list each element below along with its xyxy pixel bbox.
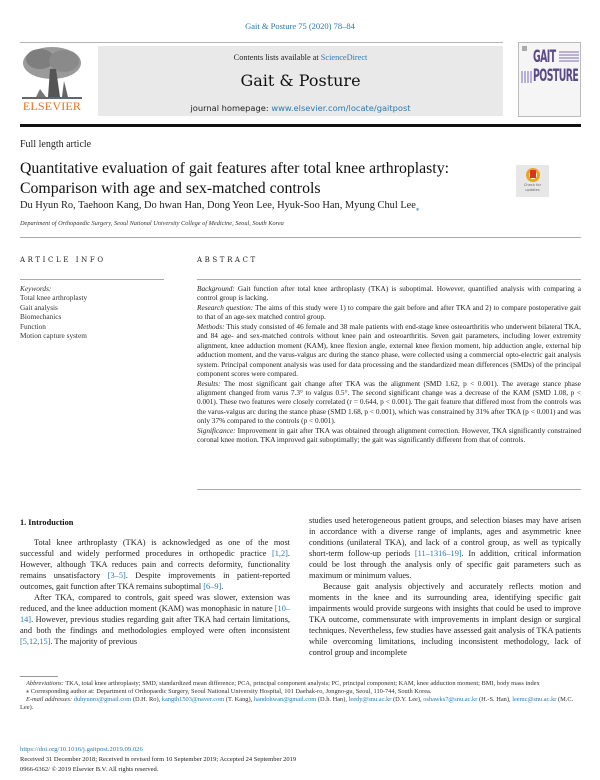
email-owner: (D.Y. Lee),	[391, 696, 424, 704]
abstract-section	[197, 426, 581, 445]
doi-link[interactable]: https://doi.org/10.1016/j.gaitpost.2019.09.026	[20, 746, 143, 753]
authors: Du Hyun Ro, Taehoon Kang, Do hwan Han, Dong Yeon Lee, Hyuk-Soo Han, Myung Chul Lee	[20, 200, 416, 211]
journal-homepage-link[interactable]: www.elsevier.com/locate/gaitpost	[271, 103, 411, 113]
abstract-heading: ABSTRACT	[197, 256, 258, 264]
body-paragraph	[309, 515, 581, 581]
cover-decoration	[559, 51, 579, 63]
email-link[interactable]: oshawks7@snu.ac.kr	[423, 696, 478, 704]
body-text: . Despite improvements in patient-reported outcomes, gait function after TKA remains suboptimal	[20, 571, 290, 591]
footnote-divider	[20, 676, 58, 677]
keyword-item: Biomechanics	[20, 312, 62, 322]
journal-masthead	[98, 46, 503, 116]
citation-link[interactable]: [6–9]	[203, 582, 222, 591]
email-link[interactable]: leedy@snu.ac.kr	[348, 696, 392, 704]
keyword-item: Total knee arthroplasty	[20, 293, 88, 303]
publisher-name: ELSEVIER	[22, 99, 82, 113]
keywords-block	[20, 284, 87, 340]
divider	[20, 279, 164, 280]
body-paragraph	[20, 537, 290, 592]
divider	[20, 237, 581, 238]
received-dates: Received 31 December 2018; Received in revised form 10 September 2019; Accepted 24 September 2019	[20, 756, 297, 763]
elsevier-logo[interactable]	[18, 45, 86, 117]
email-owner: (H.-S. Han),	[477, 696, 513, 704]
body-text: . The majority of previous	[50, 637, 138, 646]
citation-link[interactable]: [1,2]	[272, 549, 288, 558]
abstract-section-text: Gait function after total knee arthroplasty (TKA) is suboptimal. However, quantified analysis with comparing a control group is lacking.	[197, 284, 581, 303]
body-text: . In addition, critical information could be lost through the analysis only of specific gait parameters such as maximum or minimum values.	[309, 549, 581, 580]
publisher-mark-icon	[522, 46, 527, 51]
abstract-section-label: Methods:	[197, 321, 225, 331]
abstract-section-text: This study consisted of 46 female and 38 male patients with end-stage knee osteoarthritis who underwent bilateral TKA, and 84 age- and sex-matched controls without knee pain and osteoarthritis. Seven gait parameters, including lower extremity alignment, knee adduction moment (KAM), knee flexion angle, external knee flexion moment, hip adduction angle, external hip adduction moment, and the varus-valgus arc during the stance phase, were collected using a commercial opto-electric gait analysis system. Principal component analysis was used for data processing and the standardized mean differences (SMDs) of the principal component scores were compared.	[197, 321, 581, 379]
check-for-updates-button[interactable]	[516, 165, 549, 197]
abbreviations-label: Abbreviations:	[26, 680, 64, 687]
abstract-body	[197, 284, 581, 445]
abstract-section	[197, 379, 581, 426]
abstract-section	[197, 322, 581, 379]
article-info-heading: ARTICLE INFO	[20, 256, 106, 264]
divider	[197, 279, 581, 280]
header-divider	[20, 124, 581, 127]
abstract-section	[197, 284, 581, 303]
contents-prefix: Contents lists available at	[233, 53, 321, 62]
body-paragraph	[309, 581, 581, 658]
divider	[197, 489, 581, 490]
abstract-section-label: Background:	[197, 284, 235, 293]
body-text: Total knee arthroplasty (TKA) is acknowledged as one of the most successful and widely performed procedures in orthopedic practice	[20, 538, 290, 558]
journal-cover-thumbnail[interactable]	[518, 42, 581, 117]
cover-title-gait: GAIT	[533, 47, 556, 67]
email-label: E-mail addresses:	[26, 696, 74, 704]
check-updates-label: updates	[525, 188, 540, 192]
body-text: .	[221, 582, 224, 591]
divider	[20, 42, 503, 43]
body-text: After TKA, compared to controls, gait speed was slower, extension was reduced, and the knee adduction moment (KAM) was monophasic in nature	[20, 593, 290, 613]
keyword-item: Motion capture system	[20, 331, 87, 341]
sciencedirect-link[interactable]: ScienceDirect	[320, 53, 368, 62]
bookmark-icon	[526, 168, 540, 182]
keywords-list	[20, 293, 87, 340]
email-link[interactable]: kangth1503@naver.com	[161, 696, 225, 704]
article-type: Full length article	[20, 139, 92, 150]
body-text: . However, previous studies regarding gait after TKA had certain limitations, and both the findings and methodologies employed were often inconsistent	[20, 615, 290, 635]
abstract-section-label: Research question:	[197, 302, 254, 312]
email-link[interactable]: leemc@snu.ac.kr	[512, 696, 557, 704]
running-head[interactable]: Gait & Posture 75 (2020) 78–84	[245, 21, 355, 31]
keywords-label: Keywords:	[20, 284, 52, 293]
abstract-section	[197, 303, 581, 322]
body-text: Because gait analysis objectively and accurately reflects motion and moments in the knee and its surrounding area, identifying specific gait impairments would provide surgeons with insights that could be used to improve TKA outcome, commensurate with improvements in implant design or surgical techniques. Nevertheless, few studies have assessed gait analysis of TKA patients while overcoming limitations, including inconsistent methodology, lack of control group and incomplete	[309, 582, 581, 657]
homepage-prefix: journal homepage:	[190, 103, 272, 113]
cover-title-posture: POSTURE	[533, 66, 579, 86]
email-owner: (M.C. Lee).	[20, 696, 574, 712]
corresponding-author-marker[interactable]: ⁎	[415, 205, 420, 214]
homepage-line	[98, 103, 503, 113]
email-owner: (D.H. Ro),	[131, 696, 162, 704]
body-paragraph	[20, 592, 290, 647]
footnotes	[20, 680, 581, 712]
cover-decoration	[521, 71, 533, 83]
citation-link[interactable]: [3–5]	[107, 571, 126, 580]
elsevier-tree-icon	[20, 45, 84, 101]
abbreviations-text: TKA, total knee arthroplasty; SMD, standardized mean difference; PCA, principal component analysis; PC, principal component; KAM, knee adduction moment; BMI, body mass index	[63, 680, 540, 687]
contents-line	[98, 53, 503, 62]
body-text: . However, although TKA reduces pain and corrects deformity, functionality remains unsatisfactory	[20, 549, 290, 580]
article-title: Quantitative evaluation of gait features after total knee arthroplasty: Comparison with age and sex-matched controls	[20, 160, 449, 197]
citation-link[interactable]: [11–1316–19]	[414, 549, 462, 558]
email-owner: (D.h. Han),	[316, 696, 349, 704]
body-column-left	[20, 537, 290, 647]
section-heading-introduction: 1. Introduction	[20, 518, 74, 527]
citation-link[interactable]: [5,12,15]	[20, 637, 51, 646]
body-column-right	[309, 515, 581, 658]
keyword-item: Function	[20, 321, 46, 331]
body-text: studies used heterogeneous patient groups, and selection biases may have arisen in accordance with a diverse range of implants, ages and asymmetric knee conditions (unilateral TKA), and lack of a control group, as well as typically short-term follow-up periods	[309, 516, 581, 558]
check-updates-label: Check for	[523, 183, 542, 187]
abstract-section-label: Results:	[197, 378, 221, 388]
copyright: 0966-6362/ © 2019 Elsevier B.V. All rights reserved.	[20, 766, 159, 773]
corresponding-author-footnote: ⁎ Corresponding author at: Department of Orthopaedic Surgery, Seoul National University Hospital, 101 Daehak-ro, Jongno-gu, Seoul, 110-744, South Korea.	[26, 688, 432, 696]
keyword-item: Gait analysis	[20, 302, 58, 312]
author-list	[20, 200, 419, 213]
abbreviations-footnote	[20, 680, 581, 688]
abstract-section-text: The aims of this study were 1) to compare the gait before and after TKA and 2) to compare postoperative gait to that of an age-sex matched control group.	[197, 302, 581, 322]
abstract-section-label: Significance:	[197, 425, 236, 435]
email-link[interactable]: handohwan@gmail.com	[253, 696, 317, 704]
affiliation: Department of Orthopaedic Surgery, Seoul National University College of Medicine, Seoul, South Korea	[20, 220, 284, 227]
abstract-section-text: The most significant gait change after TKA was the alignment (SMD 1.62, p < 0.001). The average stance phase alignment changed from varus 7.3° to valgus 0.5°. The second significant change was a decrease of the KAM (SMD 1.08, p < 0.001). These two features were closely correlated (r = 0.644, p < 0.001). The gait feature that differed most from the controls was the varus-valgus arc during the stance phase (SMD 1.68, p < 0.001), which was constrained by 31% after TKA (p < 0.001) and was only 37% compared to the controls (p < 0.001).	[197, 378, 581, 426]
email-addresses	[20, 696, 581, 712]
abstract-section-text: Improvement in gait after TKA was obtained through alignment correction. However, TKA significantly constrained coronal knee motion. TKA improved gait suboptimally; the gait was significantly different from that of controls.	[197, 425, 581, 445]
journal-name: Gait & Posture	[240, 71, 361, 90]
citation-link[interactable]: [10–14]	[20, 604, 290, 624]
email-owner: (T. Kang),	[224, 696, 254, 704]
email-link[interactable]: duhyunro@gmail.com	[73, 696, 132, 704]
